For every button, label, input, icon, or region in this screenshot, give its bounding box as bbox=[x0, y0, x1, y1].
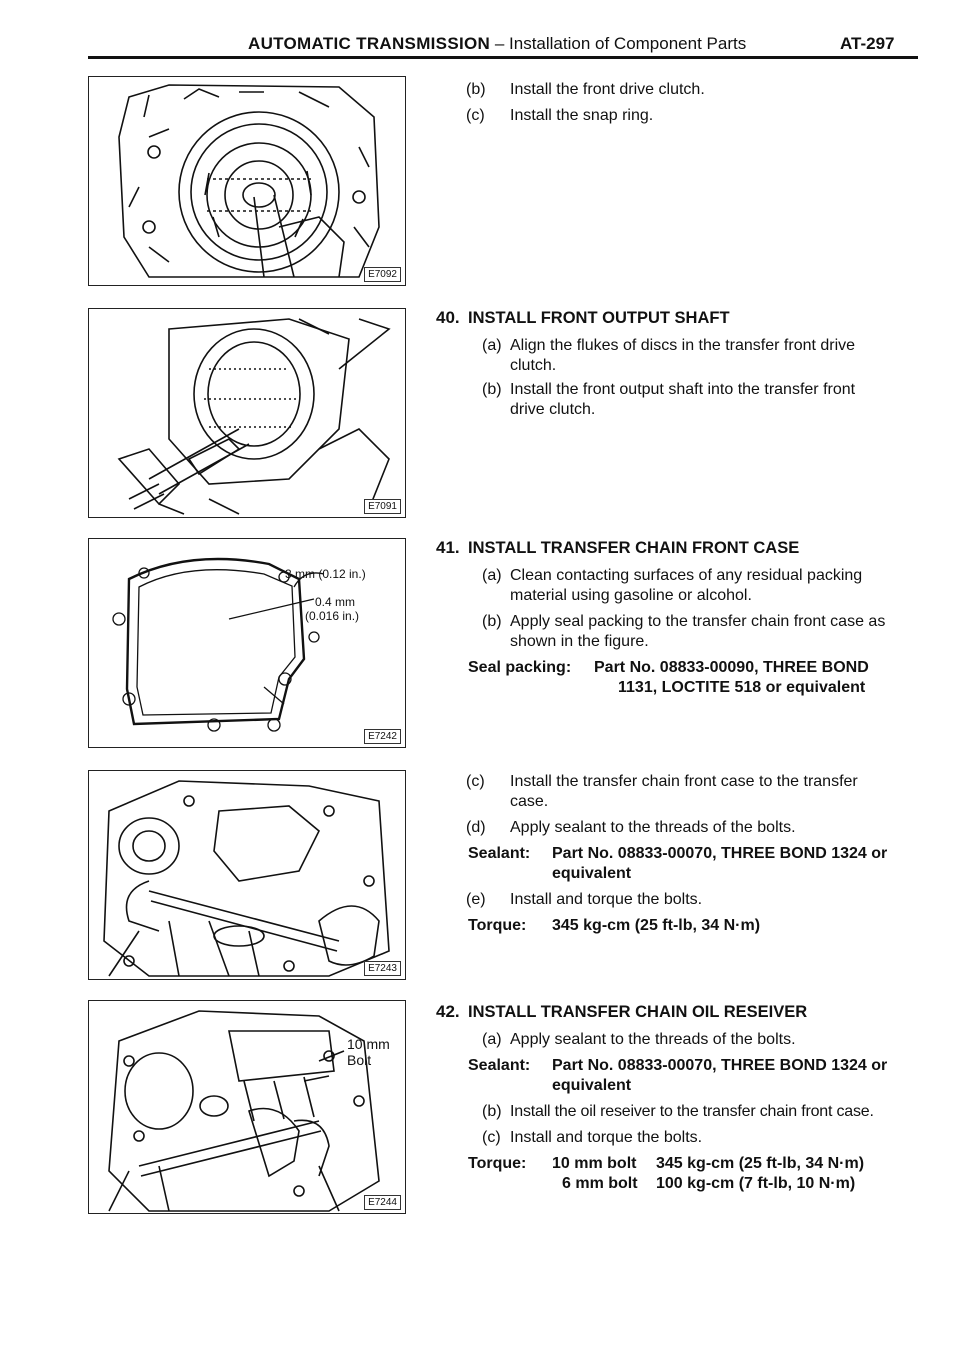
intro-c-label: (c) bbox=[466, 107, 485, 124]
step-42-title: INSTALL TRANSFER CHAIN OIL RESEIVER bbox=[468, 1003, 808, 1021]
figure-torque-reseiver-bolts bbox=[88, 1000, 406, 1214]
figure-code: E7242 bbox=[364, 729, 401, 744]
step-41-b-line2: shown in the figure. bbox=[510, 633, 649, 650]
header-section: AUTOMATIC TRANSMISSION bbox=[248, 34, 491, 53]
step-42-c-line1: Install and torque the bolts. bbox=[510, 1129, 703, 1146]
illustration-front-output-shaft bbox=[89, 309, 405, 517]
figure-code: E7092 bbox=[364, 267, 401, 282]
step-40-number: 40. bbox=[436, 308, 460, 327]
header-rule bbox=[88, 56, 918, 59]
step-42-sealant-line1: Part No. 08833-00070, THREE BOND 1324 or bbox=[552, 1057, 888, 1074]
step-41-sealant-label: Sealant: bbox=[468, 845, 531, 862]
step-42-torque-bolt1: 10 mm bolt bbox=[552, 1155, 637, 1172]
step-42-a-line1: Apply sealant to the threads of the bolts. bbox=[510, 1031, 796, 1048]
callout-bead-gap: 3 mm (0.12 in.) bbox=[285, 567, 366, 581]
header-subsection: Installation of Component Parts bbox=[509, 34, 747, 53]
step-41-number: 41. bbox=[436, 538, 460, 557]
callout-bolt-size: 10 mm bbox=[347, 1036, 390, 1052]
step-41-e-line1: Install and torque the bolts. bbox=[510, 891, 703, 908]
header-dash: – bbox=[494, 34, 505, 53]
step-41-d-line1: Apply sealant to the threads of the bolts. bbox=[510, 819, 796, 836]
step-41-sealant-line2: equivalent bbox=[552, 865, 632, 882]
callout-bolt: Bolt bbox=[347, 1052, 372, 1068]
step-41-seal-label: Seal packing: bbox=[468, 659, 572, 676]
figure-seal-packing bbox=[88, 538, 406, 748]
step-41-a-label: (a) bbox=[482, 567, 502, 584]
callout-bead-width: 0.4 mm bbox=[315, 595, 356, 609]
step-41-d-label: (d) bbox=[466, 819, 486, 836]
step-41-torque-label: Torque: bbox=[468, 917, 527, 934]
step-40-title: INSTALL FRONT OUTPUT SHAFT bbox=[468, 309, 730, 327]
step-42-sealant-label: Sealant: bbox=[468, 1057, 531, 1074]
step-40-a-line1: Align the flukes of discs in the transfer front drive bbox=[510, 337, 856, 354]
illustration-front-drive-clutch bbox=[89, 77, 405, 285]
step-42-sealant-line2: equivalent bbox=[552, 1077, 632, 1094]
step-40-b-line1: Install the front output shaft into the transfer front bbox=[510, 381, 856, 398]
figure-code: E7091 bbox=[364, 499, 401, 514]
callout-bead-width-inch: (0.016 in.) bbox=[305, 609, 360, 623]
step-42-torque-bolt2: 6 mm bolt bbox=[562, 1175, 638, 1192]
step-42-b-line1: Install the oil reseiver to the transfer chain front case. bbox=[510, 1103, 874, 1120]
step-41-torque-value: 345 kg-cm (25 ft-lb, 34 N·m) bbox=[552, 917, 761, 934]
step-41-title: INSTALL TRANSFER CHAIN FRONT CASE bbox=[468, 539, 800, 557]
step-41-seal-line2: 1131, LOCTITE 518 or equivalent bbox=[618, 679, 866, 696]
step-42-b-label: (b) bbox=[482, 1103, 502, 1120]
intro-b-label: (b) bbox=[466, 81, 486, 98]
step-41-c-label: (c) bbox=[466, 773, 485, 790]
step-42-torque-value1: 345 kg-cm (25 ft-lb, 34 N·m) bbox=[656, 1155, 865, 1172]
step-41-b-line1: Apply seal packing to the transfer chain front case as bbox=[510, 613, 886, 630]
step-42-torque-label: Torque: bbox=[468, 1155, 527, 1172]
figure-front-output-shaft bbox=[88, 308, 406, 518]
step-41-e-label: (e) bbox=[466, 891, 486, 908]
step-40-a-label: (a) bbox=[482, 337, 502, 354]
step-41-c-line1: Install the transfer chain front case to the transfer bbox=[510, 773, 858, 790]
step-41-b-label: (b) bbox=[482, 613, 502, 630]
step-41-c-line2: case. bbox=[510, 793, 549, 810]
step-40-b-label: (b) bbox=[482, 381, 502, 398]
step-41-a-line1: Clean contacting surfaces of any residual packing bbox=[510, 567, 863, 584]
step-42-a-label: (a) bbox=[482, 1031, 502, 1048]
step-40-a-line2: clutch. bbox=[510, 357, 557, 374]
figure-code: E7244 bbox=[364, 1195, 401, 1210]
figure-code: E7243 bbox=[364, 961, 401, 976]
page-header-title bbox=[248, 34, 746, 54]
step-42-torque-value2: 100 kg-cm (7 ft-lb, 10 N·m) bbox=[656, 1175, 856, 1192]
step-40-b-line2: drive clutch. bbox=[510, 401, 596, 418]
step-41-sealant-line1: Part No. 08833-00070, THREE BOND 1324 or bbox=[552, 845, 888, 862]
step-41-a-line2: material using gasoline or alcohol. bbox=[510, 587, 752, 604]
step-42-number: 42. bbox=[436, 1002, 460, 1021]
intro-b-text: Install the front drive clutch. bbox=[510, 81, 705, 98]
page-number: AT-297 bbox=[840, 34, 895, 53]
illustration-torque-case-bolts bbox=[89, 771, 405, 979]
intro-c-text: Install the snap ring. bbox=[510, 107, 654, 124]
step-42-c-label: (c) bbox=[482, 1129, 501, 1146]
figure-front-drive-clutch bbox=[88, 76, 406, 286]
figure-torque-case-bolts bbox=[88, 770, 406, 980]
illustration-torque-reseiver-bolts bbox=[89, 1001, 405, 1213]
step-41-seal-line1: Part No. 08833-00090, THREE BOND bbox=[594, 659, 869, 676]
